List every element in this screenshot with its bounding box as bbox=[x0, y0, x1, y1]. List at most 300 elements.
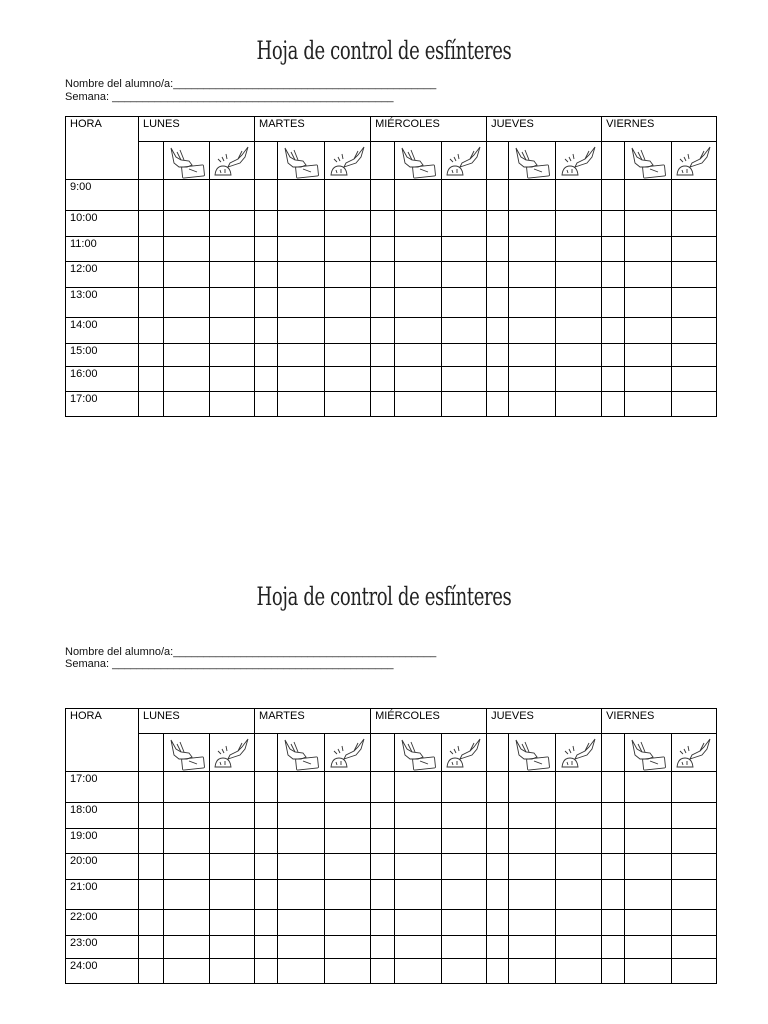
entry-cell[interactable] bbox=[278, 910, 325, 936]
entry-cell[interactable] bbox=[255, 829, 278, 854]
header-day: JUEVES bbox=[487, 709, 602, 734]
entry-cell[interactable] bbox=[556, 392, 602, 417]
entry-cell[interactable] bbox=[371, 772, 395, 803]
hand-touch-icon bbox=[442, 734, 487, 772]
entry-cell[interactable] bbox=[602, 211, 625, 237]
entry-cell[interactable] bbox=[164, 803, 210, 829]
entry-cell[interactable] bbox=[602, 936, 625, 959]
table-header bbox=[66, 117, 717, 180]
entry-cell[interactable] bbox=[509, 959, 556, 984]
entry-cell[interactable] bbox=[278, 344, 325, 367]
table-row bbox=[66, 344, 717, 367]
entry-cell[interactable] bbox=[602, 367, 625, 392]
entry-cell[interactable] bbox=[509, 180, 556, 211]
hand-wipe-icon bbox=[164, 734, 210, 772]
entry-cell[interactable] bbox=[278, 854, 325, 880]
time-label: 17:00 bbox=[66, 392, 139, 417]
entry-cell[interactable] bbox=[556, 854, 602, 880]
entry-cell[interactable] bbox=[164, 180, 210, 211]
entry-cell[interactable] bbox=[672, 392, 717, 417]
entry-cell[interactable] bbox=[395, 318, 442, 344]
entry-cell[interactable] bbox=[210, 392, 255, 417]
entry-cell[interactable] bbox=[602, 959, 625, 984]
entry-cell[interactable] bbox=[442, 910, 487, 936]
entry-cell[interactable] bbox=[602, 392, 625, 417]
entry-cell[interactable] bbox=[487, 211, 509, 237]
entry-cell[interactable] bbox=[672, 936, 717, 959]
entry-cell[interactable] bbox=[325, 959, 371, 984]
entry-cell[interactable] bbox=[164, 237, 210, 262]
entry-cell[interactable] bbox=[442, 392, 487, 417]
entry-cell[interactable] bbox=[487, 910, 509, 936]
entry-cell[interactable] bbox=[255, 854, 278, 880]
entry-cell[interactable] bbox=[625, 829, 672, 854]
hand-touch-icon bbox=[325, 142, 371, 180]
entry-cell[interactable] bbox=[487, 180, 509, 211]
entry-cell[interactable] bbox=[139, 211, 164, 237]
entry-cell[interactable] bbox=[509, 392, 556, 417]
entry-cell[interactable] bbox=[672, 959, 717, 984]
entry-cell[interactable] bbox=[395, 237, 442, 262]
entry-cell[interactable] bbox=[210, 959, 255, 984]
entry-cell[interactable] bbox=[625, 288, 672, 318]
table-row bbox=[66, 803, 717, 829]
entry-cell[interactable] bbox=[371, 211, 395, 237]
time-label: 21:00 bbox=[66, 880, 139, 910]
entry-cell[interactable] bbox=[210, 318, 255, 344]
table-row bbox=[66, 910, 717, 936]
entry-cell[interactable] bbox=[442, 318, 487, 344]
entry-cell[interactable] bbox=[487, 367, 509, 392]
entry-cell[interactable] bbox=[556, 344, 602, 367]
entry-cell[interactable] bbox=[487, 854, 509, 880]
entry-cell[interactable] bbox=[672, 237, 717, 262]
entry-cell[interactable] bbox=[278, 803, 325, 829]
entry-cell[interactable] bbox=[395, 392, 442, 417]
entry-cell[interactable] bbox=[164, 910, 210, 936]
entry-cell[interactable] bbox=[487, 288, 509, 318]
entry-cell[interactable] bbox=[672, 829, 717, 854]
entry-cell[interactable] bbox=[672, 910, 717, 936]
entry-cell[interactable] bbox=[602, 288, 625, 318]
entry-cell[interactable] bbox=[442, 237, 487, 262]
entry-cell[interactable] bbox=[395, 367, 442, 392]
entry-cell[interactable] bbox=[442, 180, 487, 211]
entry-cell[interactable] bbox=[509, 854, 556, 880]
entry-cell[interactable] bbox=[255, 803, 278, 829]
entry-cell[interactable] bbox=[255, 772, 278, 803]
entry-cell[interactable] bbox=[442, 854, 487, 880]
entry-cell[interactable] bbox=[556, 936, 602, 959]
entry-cell[interactable] bbox=[255, 180, 278, 211]
entry-cell[interactable] bbox=[210, 910, 255, 936]
entry-cell[interactable] bbox=[556, 237, 602, 262]
entry-cell[interactable] bbox=[210, 262, 255, 288]
header-day: VIERNES bbox=[602, 117, 717, 142]
entry-cell[interactable] bbox=[278, 392, 325, 417]
entry-cell[interactable] bbox=[442, 211, 487, 237]
entry-cell[interactable] bbox=[210, 344, 255, 367]
entry-cell[interactable] bbox=[442, 772, 487, 803]
entry-cell[interactable] bbox=[210, 288, 255, 318]
table-row bbox=[66, 854, 717, 880]
entry-cell[interactable] bbox=[556, 959, 602, 984]
header-day: LUNES bbox=[139, 117, 255, 142]
hand-wipe-icon bbox=[278, 734, 325, 772]
entry-cell[interactable] bbox=[371, 803, 395, 829]
entry-cell[interactable] bbox=[139, 803, 164, 829]
entry-cell[interactable] bbox=[371, 959, 395, 984]
entry-cell[interactable] bbox=[371, 344, 395, 367]
entry-cell[interactable] bbox=[278, 936, 325, 959]
header-day: MARTES bbox=[255, 117, 371, 142]
entry-cell[interactable] bbox=[487, 392, 509, 417]
entry-cell[interactable] bbox=[625, 262, 672, 288]
entry-cell[interactable] bbox=[625, 211, 672, 237]
entry-cell[interactable] bbox=[509, 910, 556, 936]
entry-cell[interactable] bbox=[325, 392, 371, 417]
entry-cell[interactable] bbox=[625, 367, 672, 392]
entry-cell[interactable] bbox=[509, 288, 556, 318]
entry-cell[interactable] bbox=[395, 880, 442, 910]
entry-cell[interactable] bbox=[139, 237, 164, 262]
time-label: 20:00 bbox=[66, 854, 139, 880]
entry-cell[interactable] bbox=[325, 318, 371, 344]
entry-cell[interactable] bbox=[255, 344, 278, 367]
control-table bbox=[65, 116, 717, 417]
entry-cell[interactable] bbox=[139, 910, 164, 936]
entry-cell[interactable] bbox=[442, 367, 487, 392]
table-row bbox=[66, 772, 717, 803]
entry-cell[interactable] bbox=[139, 772, 164, 803]
entry-cell[interactable] bbox=[278, 180, 325, 211]
entry-cell[interactable] bbox=[625, 772, 672, 803]
entry-cell[interactable] bbox=[210, 237, 255, 262]
entry-cell[interactable] bbox=[395, 288, 442, 318]
entry-cell[interactable] bbox=[395, 803, 442, 829]
hand-touch-icon bbox=[556, 142, 602, 180]
entry-cell[interactable] bbox=[625, 180, 672, 211]
entry-cell[interactable] bbox=[556, 262, 602, 288]
entry-cell[interactable] bbox=[509, 772, 556, 803]
entry-cell[interactable] bbox=[210, 829, 255, 854]
time-label: 14:00 bbox=[66, 318, 139, 344]
entry-cell[interactable] bbox=[672, 367, 717, 392]
entry-cell[interactable] bbox=[602, 803, 625, 829]
hand-wipe-icon bbox=[395, 734, 442, 772]
entry-cell[interactable] bbox=[325, 910, 371, 936]
entry-cell[interactable] bbox=[509, 237, 556, 262]
entry-cell[interactable] bbox=[164, 772, 210, 803]
entry-cell[interactable] bbox=[139, 936, 164, 959]
entry-cell[interactable] bbox=[371, 936, 395, 959]
entry-cell[interactable] bbox=[395, 854, 442, 880]
table-row bbox=[66, 237, 717, 262]
header-day: LUNES bbox=[139, 709, 255, 734]
time-label: 15:00 bbox=[66, 344, 139, 367]
entry-cell[interactable] bbox=[371, 910, 395, 936]
entry-cell[interactable] bbox=[139, 959, 164, 984]
hand-wipe-icon bbox=[625, 142, 672, 180]
entry-cell[interactable] bbox=[556, 829, 602, 854]
entry-cell[interactable] bbox=[371, 854, 395, 880]
entry-cell[interactable] bbox=[278, 288, 325, 318]
entry-cell[interactable] bbox=[487, 262, 509, 288]
student-name-line[interactable]: Nombre del alumno/a:___________________________________________ bbox=[65, 646, 437, 658]
entry-cell[interactable] bbox=[625, 392, 672, 417]
entry-cell[interactable] bbox=[442, 829, 487, 854]
entry-cell[interactable] bbox=[487, 959, 509, 984]
entry-cell[interactable] bbox=[325, 829, 371, 854]
entry-cell[interactable] bbox=[255, 910, 278, 936]
entry-cell[interactable] bbox=[164, 959, 210, 984]
entry-cell[interactable] bbox=[371, 318, 395, 344]
entry-cell[interactable] bbox=[395, 910, 442, 936]
icon-blank-cell bbox=[487, 142, 509, 180]
entry-cell[interactable] bbox=[278, 959, 325, 984]
entry-cell[interactable] bbox=[278, 318, 325, 344]
entry-cell[interactable] bbox=[278, 772, 325, 803]
entry-cell[interactable] bbox=[164, 392, 210, 417]
entry-cell[interactable] bbox=[509, 936, 556, 959]
header-day: JUEVES bbox=[487, 117, 602, 142]
entry-cell[interactable] bbox=[325, 288, 371, 318]
entry-cell[interactable] bbox=[442, 880, 487, 910]
entry-cell[interactable] bbox=[602, 237, 625, 262]
entry-cell[interactable] bbox=[139, 392, 164, 417]
time-label: 19:00 bbox=[66, 829, 139, 854]
entry-cell[interactable] bbox=[395, 262, 442, 288]
entry-cell[interactable] bbox=[487, 936, 509, 959]
entry-cell[interactable] bbox=[164, 262, 210, 288]
entry-cell[interactable] bbox=[139, 367, 164, 392]
entry-cell[interactable] bbox=[672, 803, 717, 829]
entry-cell[interactable] bbox=[487, 344, 509, 367]
entry-cell[interactable] bbox=[556, 288, 602, 318]
entry-cell[interactable] bbox=[602, 880, 625, 910]
entry-cell[interactable] bbox=[210, 211, 255, 237]
entry-cell[interactable] bbox=[139, 344, 164, 367]
entry-cell[interactable] bbox=[556, 180, 602, 211]
entry-cell[interactable] bbox=[278, 211, 325, 237]
entry-cell[interactable] bbox=[672, 880, 717, 910]
entry-cell[interactable] bbox=[556, 880, 602, 910]
entry-cell[interactable] bbox=[602, 772, 625, 803]
entry-cell[interactable] bbox=[442, 262, 487, 288]
entry-cell[interactable] bbox=[139, 180, 164, 211]
entry-cell[interactable] bbox=[164, 344, 210, 367]
entry-cell[interactable] bbox=[602, 829, 625, 854]
icon-row bbox=[66, 142, 717, 180]
entry-cell[interactable] bbox=[278, 367, 325, 392]
entry-cell[interactable] bbox=[278, 237, 325, 262]
table-row bbox=[66, 180, 717, 211]
entry-cell[interactable] bbox=[602, 318, 625, 344]
entry-cell[interactable] bbox=[325, 880, 371, 910]
entry-cell[interactable] bbox=[509, 344, 556, 367]
entry-cell[interactable] bbox=[509, 211, 556, 237]
entry-cell[interactable] bbox=[509, 803, 556, 829]
entry-cell[interactable] bbox=[395, 959, 442, 984]
entry-cell[interactable] bbox=[395, 772, 442, 803]
entry-cell[interactable] bbox=[602, 180, 625, 211]
hand-wipe-icon bbox=[509, 142, 556, 180]
entry-cell[interactable] bbox=[371, 367, 395, 392]
student-name-line[interactable]: Nombre del alumno/a:___________________________________________ bbox=[65, 78, 437, 90]
entry-cell[interactable] bbox=[672, 344, 717, 367]
entry-cell[interactable] bbox=[371, 237, 395, 262]
table-row bbox=[66, 262, 717, 288]
entry-cell[interactable] bbox=[139, 288, 164, 318]
entry-cell[interactable] bbox=[509, 318, 556, 344]
entry-cell[interactable] bbox=[371, 288, 395, 318]
entry-cell[interactable] bbox=[255, 288, 278, 318]
entry-cell[interactable] bbox=[371, 392, 395, 417]
entry-cell[interactable] bbox=[164, 211, 210, 237]
entry-cell[interactable] bbox=[164, 829, 210, 854]
entry-cell[interactable] bbox=[325, 854, 371, 880]
time-rows bbox=[66, 180, 717, 417]
entry-cell[interactable] bbox=[139, 854, 164, 880]
week-line[interactable]: Semana: ______________________________________________ bbox=[65, 91, 394, 103]
entry-cell[interactable] bbox=[210, 854, 255, 880]
entry-cell[interactable] bbox=[487, 237, 509, 262]
entry-cell[interactable] bbox=[371, 180, 395, 211]
icon-blank-cell bbox=[139, 142, 164, 180]
entry-cell[interactable] bbox=[672, 288, 717, 318]
entry-cell[interactable] bbox=[625, 936, 672, 959]
entry-cell[interactable] bbox=[625, 344, 672, 367]
entry-cell[interactable] bbox=[442, 936, 487, 959]
entry-cell[interactable] bbox=[509, 262, 556, 288]
entry-cell[interactable] bbox=[602, 262, 625, 288]
entry-cell[interactable] bbox=[442, 803, 487, 829]
entry-cell[interactable] bbox=[278, 880, 325, 910]
entry-cell[interactable] bbox=[255, 318, 278, 344]
entry-cell[interactable] bbox=[672, 854, 717, 880]
entry-cell[interactable] bbox=[672, 772, 717, 803]
entry-cell[interactable] bbox=[395, 936, 442, 959]
entry-cell[interactable] bbox=[210, 936, 255, 959]
entry-cell[interactable] bbox=[487, 803, 509, 829]
entry-cell[interactable] bbox=[556, 772, 602, 803]
entry-cell[interactable] bbox=[442, 344, 487, 367]
entry-cell[interactable] bbox=[139, 318, 164, 344]
entry-cell[interactable] bbox=[672, 211, 717, 237]
entry-cell[interactable] bbox=[325, 211, 371, 237]
entry-cell[interactable] bbox=[625, 318, 672, 344]
entry-cell[interactable] bbox=[255, 936, 278, 959]
entry-cell[interactable] bbox=[164, 880, 210, 910]
entry-cell[interactable] bbox=[487, 318, 509, 344]
entry-cell[interactable] bbox=[255, 880, 278, 910]
entry-cell[interactable] bbox=[325, 936, 371, 959]
entry-cell[interactable] bbox=[278, 262, 325, 288]
entry-cell[interactable] bbox=[395, 180, 442, 211]
entry-cell[interactable] bbox=[556, 803, 602, 829]
entry-cell[interactable] bbox=[139, 880, 164, 910]
entry-cell[interactable] bbox=[556, 318, 602, 344]
entry-cell[interactable] bbox=[556, 211, 602, 237]
entry-cell[interactable] bbox=[255, 211, 278, 237]
entry-cell[interactable] bbox=[509, 829, 556, 854]
hand-touch-icon bbox=[672, 142, 717, 180]
entry-cell[interactable] bbox=[210, 180, 255, 211]
entry-cell[interactable] bbox=[672, 318, 717, 344]
entry-cell[interactable] bbox=[210, 367, 255, 392]
icon-blank-cell bbox=[255, 734, 278, 772]
entry-cell[interactable] bbox=[487, 829, 509, 854]
entry-cell[interactable] bbox=[164, 288, 210, 318]
entry-cell[interactable] bbox=[509, 367, 556, 392]
entry-cell[interactable] bbox=[442, 959, 487, 984]
entry-cell[interactable] bbox=[255, 367, 278, 392]
entry-cell[interactable] bbox=[625, 854, 672, 880]
entry-cell[interactable] bbox=[442, 288, 487, 318]
entry-cell[interactable] bbox=[210, 772, 255, 803]
entry-cell[interactable] bbox=[210, 803, 255, 829]
entry-cell[interactable] bbox=[487, 880, 509, 910]
entry-cell[interactable] bbox=[625, 237, 672, 262]
header-hora: HORA bbox=[66, 709, 139, 772]
entry-cell[interactable] bbox=[556, 367, 602, 392]
entry-cell[interactable] bbox=[625, 803, 672, 829]
entry-cell[interactable] bbox=[325, 237, 371, 262]
entry-cell[interactable] bbox=[325, 344, 371, 367]
entry-cell[interactable] bbox=[255, 262, 278, 288]
time-label: 9:00 bbox=[66, 180, 139, 211]
entry-cell[interactable] bbox=[602, 854, 625, 880]
entry-cell[interactable] bbox=[625, 880, 672, 910]
entry-cell[interactable] bbox=[672, 262, 717, 288]
entry-cell[interactable] bbox=[164, 854, 210, 880]
time-label: 17:00 bbox=[66, 772, 139, 803]
entry-cell[interactable] bbox=[139, 829, 164, 854]
entry-cell[interactable] bbox=[509, 880, 556, 910]
entry-cell[interactable] bbox=[395, 829, 442, 854]
time-label: 24:00 bbox=[66, 959, 139, 984]
entry-cell[interactable] bbox=[672, 180, 717, 211]
entry-cell[interactable] bbox=[371, 262, 395, 288]
entry-cell[interactable] bbox=[556, 910, 602, 936]
entry-cell[interactable] bbox=[625, 910, 672, 936]
entry-cell[interactable] bbox=[255, 237, 278, 262]
entry-cell[interactable] bbox=[395, 344, 442, 367]
entry-cell[interactable] bbox=[602, 910, 625, 936]
entry-cell[interactable] bbox=[139, 262, 164, 288]
entry-cell[interactable] bbox=[325, 180, 371, 211]
entry-cell[interactable] bbox=[371, 829, 395, 854]
entry-cell[interactable] bbox=[164, 367, 210, 392]
entry-cell[interactable] bbox=[602, 344, 625, 367]
entry-cell[interactable] bbox=[487, 772, 509, 803]
entry-cell[interactable] bbox=[164, 318, 210, 344]
entry-cell[interactable] bbox=[395, 211, 442, 237]
entry-cell[interactable] bbox=[325, 772, 371, 803]
hand-wipe-icon bbox=[509, 734, 556, 772]
entry-cell[interactable] bbox=[325, 803, 371, 829]
entry-cell[interactable] bbox=[325, 262, 371, 288]
entry-cell[interactable] bbox=[371, 880, 395, 910]
entry-cell[interactable] bbox=[255, 959, 278, 984]
entry-cell[interactable] bbox=[255, 392, 278, 417]
week-line[interactable]: Semana: ______________________________________________ bbox=[65, 658, 394, 670]
entry-cell[interactable] bbox=[210, 880, 255, 910]
entry-cell[interactable] bbox=[625, 959, 672, 984]
entry-cell[interactable] bbox=[164, 936, 210, 959]
entry-cell[interactable] bbox=[325, 367, 371, 392]
entry-cell[interactable] bbox=[278, 829, 325, 854]
